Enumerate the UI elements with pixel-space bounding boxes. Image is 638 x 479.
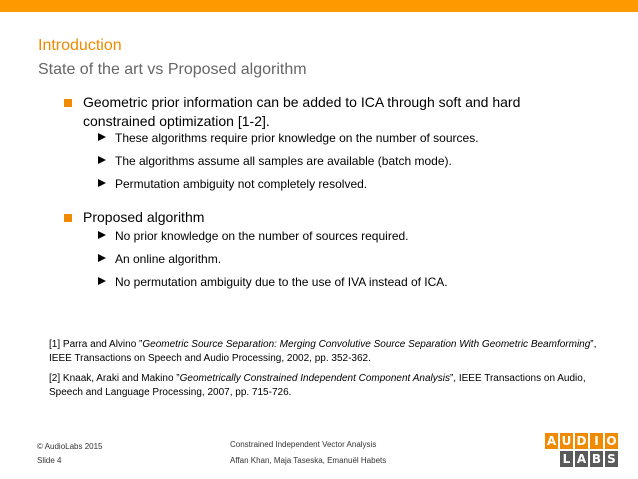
footer-talk-title: Constrained Independent Vector Analysis: [230, 440, 377, 449]
logo-letter: A: [576, 452, 587, 466]
reference-prefix: [1] Parra and Alvino ”: [49, 339, 143, 350]
logo-letter: U: [561, 434, 572, 448]
logo-letter: L: [560, 451, 573, 467]
bullet-item: [64, 208, 564, 227]
bullet-text: Proposed algorithm: [83, 209, 205, 225]
sub-bullet-text: An online algorithm.: [115, 252, 222, 266]
bullet-text: Geometric prior information can be added to ICA through soft and hard constrained optimization [1-2].: [83, 94, 521, 129]
slide-subtitle: State of the art vs Proposed algorithm: [38, 61, 307, 78]
logo-letter: O: [606, 434, 617, 448]
footer-slide-number: Slide 4: [37, 456, 62, 465]
reference-title: Geometrically Constrained Independent Component Analysis: [179, 373, 450, 384]
triangle-bullet-icon: [98, 179, 106, 187]
triangle-bullet-icon: [98, 133, 106, 141]
logo-letter: D: [576, 434, 587, 448]
bullet-item: [64, 93, 564, 131]
sub-bullet-text: No prior knowledge on the number of sources required.: [115, 229, 409, 243]
triangle-bullet-icon: [98, 231, 106, 239]
reference-prefix: [2] Knaak, Araki and Makino ”: [49, 373, 180, 384]
sub-bullet-item: [98, 229, 409, 243]
triangle-bullet-icon: [98, 277, 106, 285]
sub-bullet-item: [98, 275, 448, 289]
footer-authors: Affan Khan, Maja Taseska, Emanuël Habets: [230, 456, 387, 465]
square-bullet-icon: [64, 214, 72, 222]
reference-2: [49, 372, 609, 400]
sub-bullet-text: Permutation ambiguity not completely resolved.: [115, 177, 368, 191]
audiolabs-logo: [545, 433, 621, 469]
logo-letter: I: [590, 433, 603, 449]
logo-spacer: [545, 451, 558, 467]
logo-letter: S: [605, 451, 618, 467]
triangle-bullet-icon: [98, 254, 106, 262]
sub-bullet-item: [98, 131, 479, 145]
reference-title: Geometric Source Separation: Merging Convolutive Source Separation With Geometric Beamforming: [142, 339, 591, 350]
footer-copyright: © AudioLabs 2015: [37, 442, 103, 451]
reference-suffix: ”, IEEE Transactions on Audio, Speech and Language Processing, 2007, pp. 715-726.: [49, 373, 586, 398]
logo-letter: B: [591, 452, 602, 466]
square-bullet-icon: [64, 99, 72, 107]
sub-bullet-text: These algorithms require prior knowledge on the number of sources.: [115, 131, 479, 145]
sub-bullet-item: [98, 177, 367, 191]
logo-letter: A: [546, 434, 557, 448]
triangle-bullet-icon: [98, 156, 106, 164]
reference-1: [49, 338, 609, 366]
sub-bullet-item: [98, 252, 221, 266]
sub-bullet-text: The algorithms assume all samples are available (batch mode).: [115, 154, 452, 168]
top-accent-bar: [0, 0, 638, 12]
reference-suffix: ”, IEEE Transactions on Speech and Audio Processing, 2002, pp. 352-362.: [49, 339, 597, 364]
sub-bullet-item: [98, 154, 452, 168]
sub-bullet-text: No permutation ambiguity due to the use of IVA instead of ICA.: [115, 275, 448, 289]
slide-title: Introduction: [38, 37, 122, 54]
